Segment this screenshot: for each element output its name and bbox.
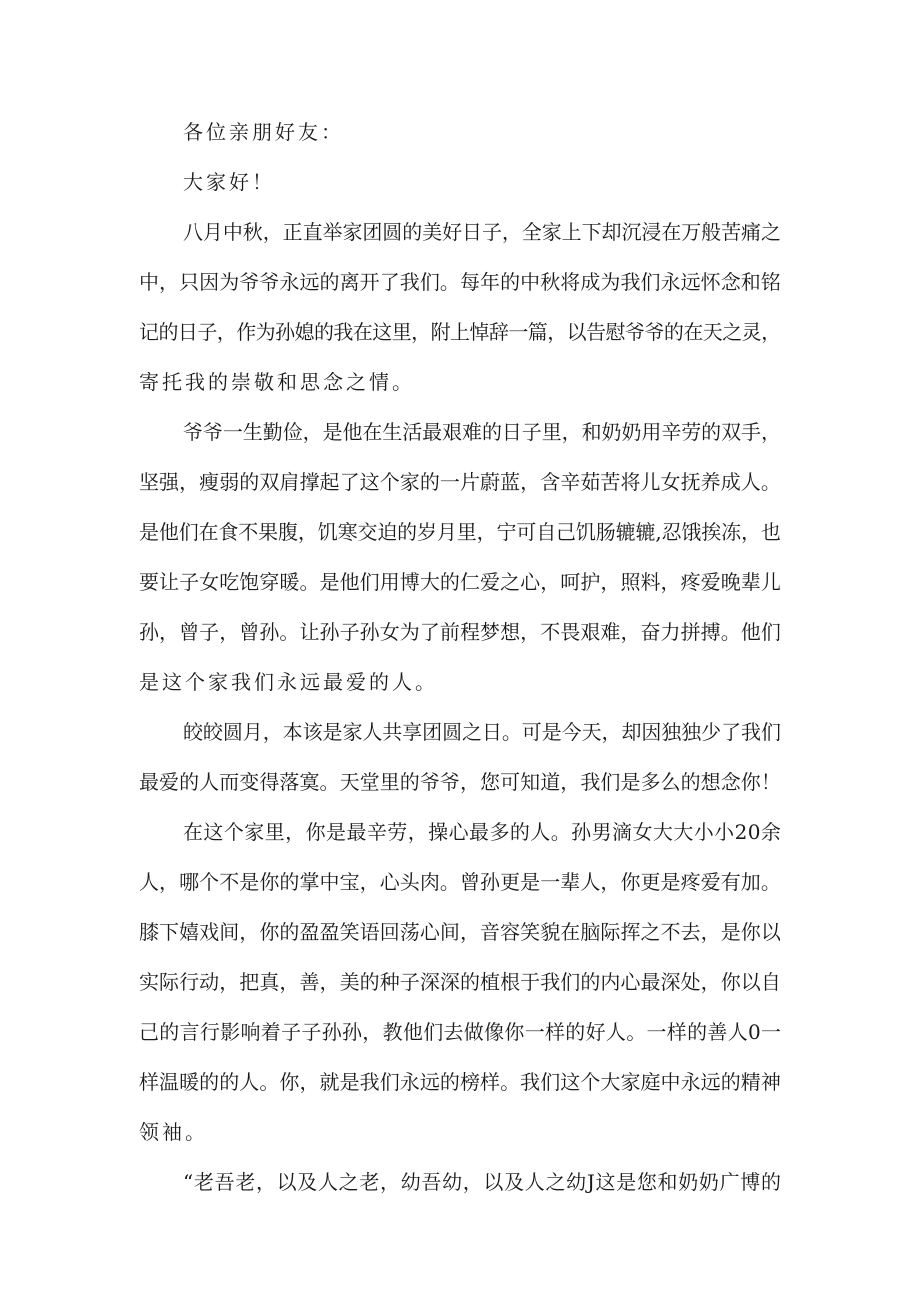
paragraph4-text: 膝下嬉戏间，你的盈盈笑语回荡心间，音容笑貌在脑际挥之不去，是你以 [139, 920, 781, 944]
paragraph4-text: 己的言行影响着子子孙孙，教他们去做像你一样的好人。一样的善人0一 [139, 1020, 782, 1044]
paragraph1-line [0, 310, 920, 354]
hello-text: 大家好！ [183, 170, 275, 194]
paragraph4-text: 样温暖的的人。你，就是我们永远的榜样。我们这个大家庭中永远的精神 [139, 1070, 781, 1094]
paragraph4-line [0, 810, 920, 854]
paragraph2-text: 要让子女吃饱穿暖。是他们用博大的仁爱之心，呵护，照料，疼爱晚辈儿 [139, 570, 781, 594]
paragraph2-line [0, 560, 920, 604]
greeting-text: 各位亲朋好友： [183, 120, 344, 144]
paragraph4-text: 领袖。 [139, 1120, 208, 1144]
paragraph5-line [0, 1160, 920, 1204]
paragraph3-text: 最爱的人而变得落寞。天堂里的爷爷，您可知道，我们是多么的想念你！ [139, 770, 781, 794]
paragraph4-line [0, 860, 920, 904]
paragraph1-line [0, 260, 920, 304]
paragraph2-text: 是他们在食不果腹，饥寒交迫的岁月里，宁可自己饥肠辘辘,忍饿挨冻，也 [139, 520, 781, 544]
paragraph4-line [0, 1110, 920, 1154]
paragraph2-line [0, 510, 920, 554]
paragraph4-line [0, 1060, 920, 1104]
paragraph4-text: 实际行动，把真，善，美的种子深深的植根于我们的内心最深处，你以自 [139, 970, 781, 994]
paragraph2-text: 爷爷一生勤俭，是他在生活最艰难的日子里，和奶奶用辛劳的双手， [183, 420, 781, 444]
paragraph1-text: 八月中秋，正直举家团圆的美好日子，全家上下却沉浸在万般苦痛之 [183, 220, 781, 244]
paragraph4-text: 人，哪个不是你的掌中宝，心头肉。曾孙更是一辈人，你更是疼爱有加。 [139, 870, 781, 894]
paragraph2-line [0, 660, 920, 704]
paragraph2-line [0, 610, 920, 654]
paragraph4-line [0, 1010, 920, 1054]
paragraph3-line [0, 760, 920, 804]
paragraph4-text: 在这个家里，你是最辛劳，操心最多的人。孙男滴女大大小小20余 [183, 820, 782, 844]
paragraph1-line [0, 210, 920, 254]
paragraph1-text: 寄托我的崇敬和思念之情。 [139, 370, 415, 394]
paragraph2-text: 是这个家我们永远最爱的人。 [139, 670, 438, 694]
paragraph2-line [0, 410, 920, 454]
paragraph5-text: “老吾老，以及人之老，幼吾幼，以及人之幼J这是您和奶奶广博的 [183, 1170, 782, 1194]
hello-line [0, 160, 920, 204]
paragraph4-line [0, 910, 920, 954]
greeting-line [0, 110, 920, 154]
paragraph4-line [0, 960, 920, 1004]
paragraph2-line [0, 460, 920, 504]
paragraph3-line [0, 710, 920, 754]
paragraph2-text: 坚强，瘦弱的双肩撑起了这个家的一片蔚蓝，含辛茹苦将儿女抚养成人。 [139, 470, 781, 494]
paragraph1-line [0, 360, 920, 404]
paragraph3-text: 皎皎圆月，本该是家人共享团圆之日。可是今天，却因独独少了我们 [183, 720, 781, 744]
paragraph2-text: 孙，曾子，曾孙。让孙子孙女为了前程梦想，不畏艰难，奋力拼搏。他们 [139, 620, 781, 644]
paragraph1-text: 中，只因为爷爷永远的离开了我们。每年的中秋将成为我们永远怀念和铭 [139, 270, 781, 294]
paragraph1-text: 记的日子，作为孙媳的我在这里，附上悼辞一篇，以告慰爷爷的在天之灵， [139, 320, 781, 344]
